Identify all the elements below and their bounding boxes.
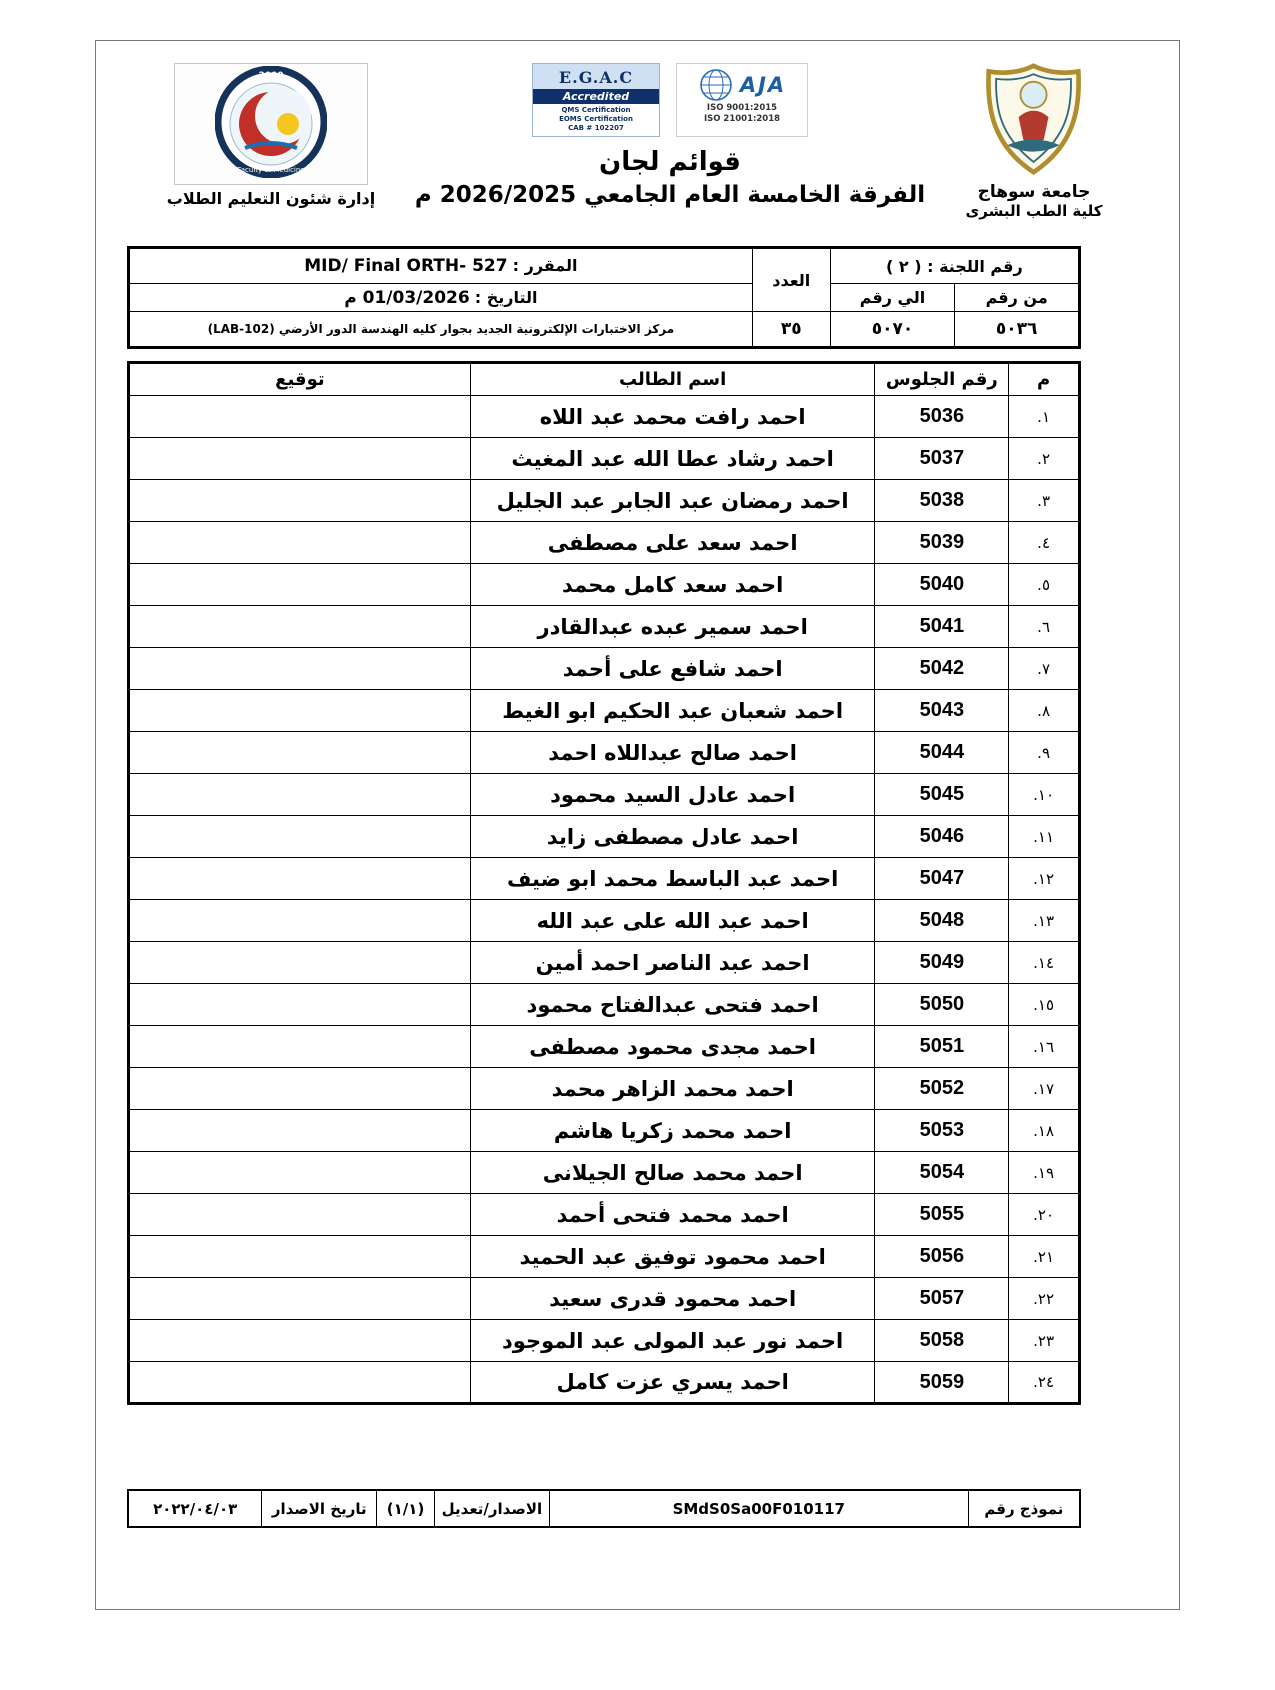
row-index: ١٢.: [1009, 858, 1080, 900]
egac-accredited-band: Accredited: [533, 89, 659, 104]
seat-number: 5037: [875, 438, 1009, 480]
egac-logo-top: [533, 64, 659, 89]
issue-date-value: ٢٠٢٢/٠٤/٠٣: [128, 1490, 262, 1527]
signature-cell: [129, 732, 471, 774]
egac-line2: EOMS Certification: [559, 115, 633, 124]
student-table-body: [129, 396, 1080, 1404]
student-name: احمد صالح عبداللاه احمد: [470, 732, 875, 774]
table-row: [129, 900, 1080, 942]
student-table: [127, 361, 1081, 1405]
to-number-label: الي رقم: [830, 284, 955, 312]
tables-area: [127, 246, 1081, 1528]
page-title: قوائم لجان: [599, 147, 741, 178]
form-number-value: [549, 1490, 968, 1527]
row-index: ١٥.: [1009, 984, 1080, 1026]
student-name: احمد سعد كامل محمد: [470, 564, 875, 606]
row-index: ٧.: [1009, 648, 1080, 690]
signature-cell: [129, 690, 471, 732]
row-index: ٢٠.: [1009, 1194, 1080, 1236]
faculty-logo-year: 2000: [258, 71, 284, 81]
row-index: ١.: [1009, 396, 1080, 438]
row-index: ١٩.: [1009, 1152, 1080, 1194]
student-name: احمد سمير عبده عبدالقادر: [470, 606, 875, 648]
signature-cell: [129, 1068, 471, 1110]
seat-number: 5040: [875, 564, 1009, 606]
table-row: [129, 564, 1080, 606]
signature-cell: [129, 816, 471, 858]
seat-number: 5053: [875, 1110, 1009, 1152]
egac-logo: [532, 63, 660, 137]
row-index: ١٦.: [1009, 1026, 1080, 1068]
seat-number: 5052: [875, 1068, 1009, 1110]
col-header-signature: توقيع: [129, 363, 471, 396]
form-footer: [127, 1489, 1081, 1528]
seat-number: 5044: [875, 732, 1009, 774]
student-name: احمد محمد الزاهر محمد: [470, 1068, 875, 1110]
table-row: [129, 1320, 1080, 1362]
faculty-name: كلية الطب البشرى: [965, 202, 1103, 220]
seat-number: 5055: [875, 1194, 1009, 1236]
student-name: احمد عبد الناصر احمد أمين: [470, 942, 875, 984]
student-name: احمد مجدى محمود مصطفى: [470, 1026, 875, 1068]
row-index: ٨.: [1009, 690, 1080, 732]
table-row: [129, 1194, 1080, 1236]
table-row: [129, 690, 1080, 732]
table-row: [129, 1068, 1080, 1110]
signature-cell: [129, 606, 471, 648]
signature-cell: [129, 1026, 471, 1068]
certification-logos: [411, 63, 929, 137]
row-index: ٥.: [1009, 564, 1080, 606]
row-index: ٢٤.: [1009, 1362, 1080, 1404]
aja-logo: [676, 63, 808, 137]
seat-number: 5051: [875, 1026, 1009, 1068]
seat-number: 5043: [875, 690, 1009, 732]
table-row: [129, 480, 1080, 522]
aja-iso1: ISO 9001:2015: [706, 103, 778, 113]
from-number-label: من رقم: [955, 284, 1080, 312]
signature-cell: [129, 1278, 471, 1320]
signature-cell: [129, 648, 471, 690]
signature-cell: [129, 522, 471, 564]
signature-cell: [129, 1152, 471, 1194]
signature-cell: [129, 438, 471, 480]
course-label: المقرر :: [512, 256, 578, 275]
signature-cell: [129, 774, 471, 816]
table-row: [129, 648, 1080, 690]
student-name: احمد عبد الله على عبد الله: [470, 900, 875, 942]
issue-revision-label: الاصدار/تعديل: [435, 1490, 550, 1527]
count-label: العدد: [752, 248, 830, 312]
table-row: [129, 984, 1080, 1026]
egac-line1: QMS Certification: [561, 106, 631, 114]
student-name: احمد شافع على أحمد: [470, 648, 875, 690]
seat-number: 5038: [875, 480, 1009, 522]
issue-revision-value: (١/١): [377, 1490, 435, 1527]
signature-cell: [129, 1194, 471, 1236]
faculty-logo-frame: [174, 63, 368, 185]
form-number-label: نموذج رقم: [968, 1490, 1080, 1527]
student-name: احمد محمود قدرى سعيد: [470, 1278, 875, 1320]
signature-cell: [129, 900, 471, 942]
student-name: احمد عادل السيد محمود: [470, 774, 875, 816]
table-header-row: [129, 363, 1080, 396]
student-name: احمد محمد فتحى أحمد: [470, 1194, 875, 1236]
row-index: ٣.: [1009, 480, 1080, 522]
signature-cell: [129, 1110, 471, 1152]
seat-number: 5059: [875, 1362, 1009, 1404]
course-value: MID/ Final ORTH- 527: [304, 256, 508, 276]
faculty-logo-ring-text: Faculty of Medicine: [237, 166, 305, 174]
seat-number: 5041: [875, 606, 1009, 648]
row-index: ٢.: [1009, 438, 1080, 480]
seat-number: 5048: [875, 900, 1009, 942]
col-header-name: اسم الطالب: [470, 363, 875, 396]
table-row: [129, 1278, 1080, 1320]
row-index: ١٨.: [1009, 1110, 1080, 1152]
university-logo-block: [929, 63, 1139, 220]
issue-date-label: تاريخ الاصدار: [262, 1490, 377, 1527]
student-name: احمد شعبان عبد الحكيم ابو الغيط: [470, 690, 875, 732]
student-name: احمد سعد على مصطفى: [470, 522, 875, 564]
table-row: [129, 606, 1080, 648]
col-header-no: م: [1009, 363, 1080, 396]
signature-cell: [129, 480, 471, 522]
seat-number: 5054: [875, 1152, 1009, 1194]
signature-cell: [129, 1236, 471, 1278]
student-name: احمد محمد زكريا هاشم: [470, 1110, 875, 1152]
university-name: جامعة سوهاج: [977, 182, 1091, 202]
seat-number: 5045: [875, 774, 1009, 816]
row-index: ١٤.: [1009, 942, 1080, 984]
student-name: احمد رشاد عطا الله عبد المغيث: [470, 438, 875, 480]
exam-location: [129, 312, 753, 348]
department-caption: إدارة شئون التعليم الطلاب: [166, 189, 376, 208]
table-row: [129, 438, 1080, 480]
count-value: ٣٥: [752, 312, 830, 348]
table-row: [129, 396, 1080, 438]
header-center: [411, 63, 929, 208]
signature-cell: [129, 396, 471, 438]
table-row: [129, 816, 1080, 858]
signature-cell: [129, 1320, 471, 1362]
globe-icon: [698, 67, 734, 103]
egac-name: E.G.A.C: [558, 68, 634, 87]
signature-cell: [129, 984, 471, 1026]
row-index: ٢١.: [1009, 1236, 1080, 1278]
student-name: احمد رافت محمد عبد اللاه: [470, 396, 875, 438]
row-index: ٦.: [1009, 606, 1080, 648]
signature-cell: [129, 564, 471, 606]
row-index: ١١.: [1009, 816, 1080, 858]
student-name: احمد محمد صالح الجيلانى: [470, 1152, 875, 1194]
student-name: احمد عبد الباسط محمد ابو ضيف: [470, 858, 875, 900]
seat-number: 5058: [875, 1320, 1009, 1362]
exam-location-text: مركز الاختبارات الإلكترونية الجديد بجوار كليه الهندسة الدور الأرضي: [278, 322, 675, 336]
student-name: احمد فتحى عبدالفتاح محمود: [470, 984, 875, 1026]
table-row: [129, 1110, 1080, 1152]
row-index: ٢٢.: [1009, 1278, 1080, 1320]
table-row: [129, 942, 1080, 984]
row-index: ٤.: [1009, 522, 1080, 564]
row-index: ١٠.: [1009, 774, 1080, 816]
student-name: احمد يسري عزت كامل: [470, 1362, 875, 1404]
seat-number: 5042: [875, 648, 1009, 690]
exam-info-table: [127, 246, 1081, 349]
faculty-logo-block: [131, 63, 411, 208]
table-row: [129, 1236, 1080, 1278]
seat-number: 5036: [875, 396, 1009, 438]
aja-name: AJA: [739, 73, 787, 97]
university-logo: [984, 63, 1084, 175]
seat-number: 5039: [875, 522, 1009, 564]
egac-cert-lines: [533, 104, 659, 136]
table-row: [129, 1152, 1080, 1194]
table-row: [129, 774, 1080, 816]
table-row: [129, 1362, 1080, 1404]
signature-cell: [129, 1362, 471, 1404]
page-header: [96, 63, 1179, 220]
table-row: [129, 522, 1080, 564]
student-name: احمد محمود توفيق عبد الحميد: [470, 1236, 875, 1278]
seat-number: 5049: [875, 942, 1009, 984]
row-index: ١٧.: [1009, 1068, 1080, 1110]
seat-number: 5046: [875, 816, 1009, 858]
row-index: ١٣.: [1009, 900, 1080, 942]
committee-number: رقم اللجنة : ( ٢ ): [830, 248, 1079, 284]
page-subtitle: الفرقة الخامسة العام الجامعي 2026/2025 م: [414, 182, 926, 209]
seat-number: 5050: [875, 984, 1009, 1026]
seat-number: 5057: [875, 1278, 1009, 1320]
from-number-value: ٥٠٣٦: [955, 312, 1080, 348]
student-name: احمد رمضان عبد الجابر عبد الجليل: [470, 480, 875, 522]
student-name: احمد عادل مصطفى زايد: [470, 816, 875, 858]
student-name: احمد نور عبد المولى عبد الموجود: [470, 1320, 875, 1362]
seat-number: 5056: [875, 1236, 1009, 1278]
faculty-logo: [215, 66, 327, 178]
aja-iso2: ISO 21001:2018: [703, 113, 781, 124]
date-cell: [129, 284, 753, 312]
signature-cell: [129, 858, 471, 900]
row-index: ٢٣.: [1009, 1320, 1080, 1362]
table-row: [129, 858, 1080, 900]
egac-line3: CAB # 102207: [568, 124, 624, 133]
table-row: [129, 1026, 1080, 1068]
exam-location-code: (LAB-102): [207, 322, 275, 336]
table-row: [129, 732, 1080, 774]
signature-cell: [129, 942, 471, 984]
date-label: التاريخ :: [474, 287, 538, 307]
date-value: 01/03/2026 م: [344, 287, 470, 308]
seat-number: 5047: [875, 858, 1009, 900]
course-cell: [129, 248, 753, 284]
to-number-value: ٥٠٧٠: [830, 312, 955, 348]
document-page: [95, 40, 1180, 1610]
form-number-code: SMdS0Sa00F010117: [672, 1499, 845, 1518]
row-index: ٩.: [1009, 732, 1080, 774]
col-header-seat: رقم الجلوس: [875, 363, 1009, 396]
